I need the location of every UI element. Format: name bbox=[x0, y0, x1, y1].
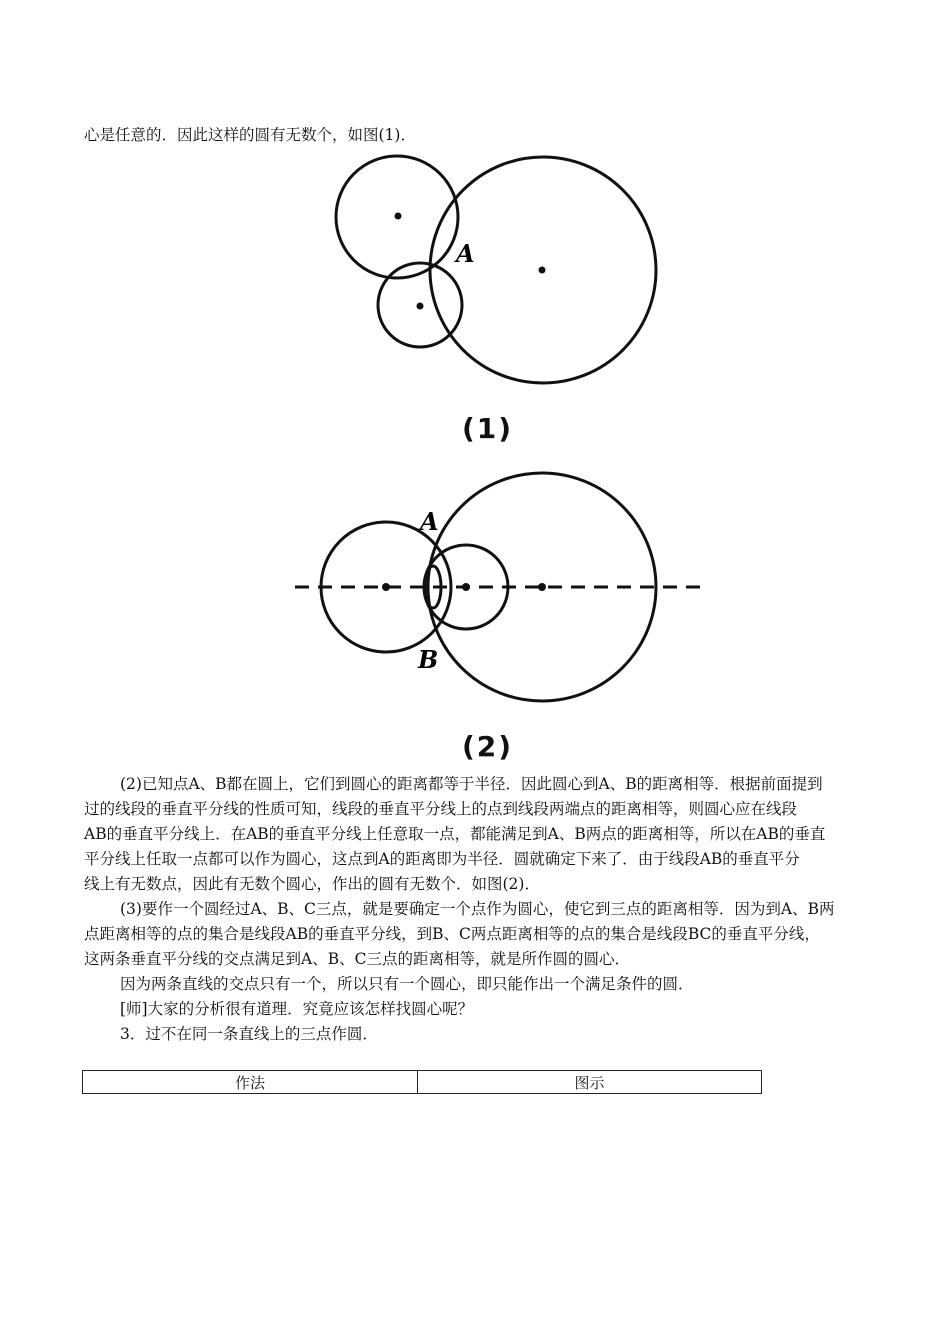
figure-2-caption: (2) bbox=[462, 730, 514, 763]
center-dot-right bbox=[538, 583, 546, 591]
paragraph-2-line-4: 平分线上任取一点都可以作为圆心，这点到A的距离即为半径．圆就确定下来了．由于线段AB的垂直平分 bbox=[84, 850, 800, 868]
paragraph-2-line-1: (2)已知点A、B都在圆上，它们到圆心的距离都等于半径．因此圆心到A、B的距离相等．根据前面提到 bbox=[120, 775, 823, 793]
teacher-line: [师]大家的分析很有道理．究竟应该怎样找圆心呢？ bbox=[120, 1000, 474, 1018]
paragraph-4: 因为两条直线的交点只有一个，所以只有一个圆心，即只能作出一个满足条件的圆． bbox=[120, 975, 694, 993]
method-table bbox=[82, 1070, 762, 1094]
paragraph-2-line-2: 过的线段的垂直平分线的性质可知，线段的垂直平分线上的点到线段两端点的距离相等，则圆心应在线段 bbox=[84, 800, 798, 818]
paragraph-3-line-1: (3)要作一个圆经过A、B、C三点，就是要确定一个点作为圆心，使它到三点的距离相等．因为到A、B两 bbox=[120, 900, 835, 918]
figure-2 bbox=[280, 470, 720, 710]
point-b-label: B bbox=[418, 645, 439, 674]
point-a-label: A bbox=[456, 239, 475, 268]
table-header-method: 作法 bbox=[83, 1071, 418, 1094]
center-dot-left bbox=[382, 583, 390, 591]
paragraph-3-line-3: 这两条垂直平分线的交点满足到A、B、C三点的距离相等，就是所作圆的圆心． bbox=[84, 950, 630, 968]
point-a-label: A bbox=[420, 507, 439, 536]
paragraph-2-line-5: 线上有无数点，因此有无数个圆心，作出的圆有无数个．如图(2)． bbox=[84, 875, 540, 893]
paragraph-3-line-2: 点距离相等的点的集合是线段AB的垂直平分线，到B、C两点距离相等的点的集合是线段BC的垂直平分线， bbox=[84, 925, 820, 943]
paragraph-2-line-3: AB的垂直平分线上．在AB的垂直平分线上任意取一点，都能满足到A、B两点的距离相等，所以在AB的垂直 bbox=[84, 825, 826, 843]
section-3-heading: 3．过不在同一条直线上的三点作圆． bbox=[120, 1025, 378, 1043]
center-dot-bottom bbox=[417, 303, 424, 310]
table-header-diagram: 图示 bbox=[418, 1071, 762, 1094]
center-dot-large bbox=[539, 267, 546, 274]
center-dot-top bbox=[395, 213, 402, 220]
figure-1 bbox=[320, 150, 680, 430]
center-dot-middle bbox=[462, 583, 470, 591]
intro-line: 心是任意的．因此这样的圆有无数个，如图(1)． bbox=[84, 126, 416, 144]
figure-1-caption: (1) bbox=[462, 412, 514, 445]
